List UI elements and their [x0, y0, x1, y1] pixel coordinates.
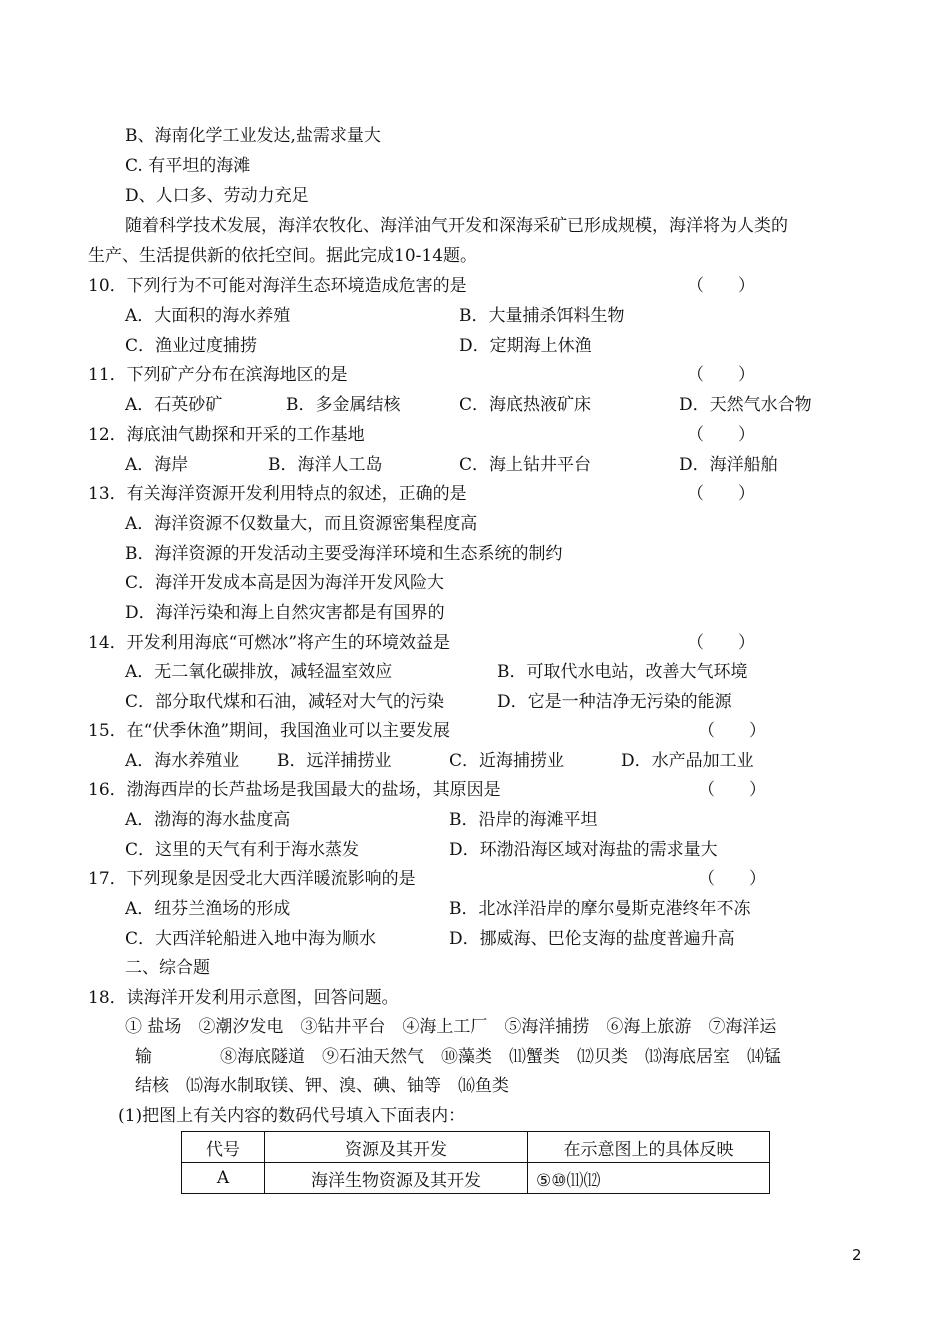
section-heading: 二、综合题 — [125, 958, 210, 978]
option-b: B．远洋捕捞业 — [277, 751, 392, 771]
option-c: C．渔业过度捕捞 — [125, 336, 258, 356]
option-b: B．可取代水电站，改善大气环境 — [497, 662, 748, 682]
option-d: D．环渤沿海区域对海盐的需求量大 — [449, 840, 718, 860]
option-b: B．北冰洋沿岸的摩尔曼斯克港终年不冻 — [449, 899, 751, 919]
question-15: 15．在“伏季休渔”期间，我国渔业可以主要发展 — [88, 721, 451, 741]
option-c: C．部分取代煤和石油，减轻对大气的污染 — [125, 692, 445, 712]
option-d: D．它是一种洁净无污染的能源 — [497, 692, 732, 712]
legend-line: 输 ⑧海底隧道 ⑨石油天然气 ⑩藻类 ⑾蟹类 ⑿贝类 ⒀海底居室 ⒁锰 — [135, 1047, 781, 1067]
table-cell: A — [182, 1163, 265, 1194]
passage-line: 随着科学技术发展，海洋农牧化、海洋油气开发和深海采矿已形成规模，海洋将为人类的 — [125, 216, 788, 236]
option-line: D、人口多、劳动力充足 — [125, 186, 309, 206]
question-14: 14．开发利用海底“可燃冰”将产生的环境效益是 — [88, 633, 451, 653]
answer-paren: （ ） — [687, 484, 755, 504]
table-header-row — [182, 1132, 770, 1163]
option-b: B．多金属结核 — [286, 395, 401, 415]
option-b: B．海洋资源的开发活动主要受海洋环境和生态系统的制约 — [125, 544, 563, 564]
table-cell: 海洋生物资源及其开发 — [265, 1163, 528, 1194]
answer-paren: （ ） — [687, 276, 755, 296]
option-a: A．海洋资源不仅数量大，而且资源密集程度高 — [125, 514, 478, 534]
answer-paren: （ ） — [698, 780, 766, 800]
table-row — [182, 1163, 770, 1194]
sub-question: (1)把图上有关内容的数码代号填入下面表内： — [118, 1106, 466, 1126]
passage-line: 生产、生活提供新的依托空间。据此完成10-14题。 — [88, 246, 478, 266]
option-a: A．大面积的海水养殖 — [125, 306, 291, 326]
question-18: 18．读海洋开发利用示意图，回答问题。 — [88, 988, 399, 1008]
question-12: 12．海底油气勘探和开采的工作基地 — [88, 425, 365, 445]
option-c: C．近海捕捞业 — [449, 751, 565, 771]
option-d: D．海洋污染和海上自然灾害都是有国界的 — [125, 603, 445, 623]
table-header: 资源及其开发 — [265, 1132, 528, 1163]
option-a: A．渤海的海水盐度高 — [125, 810, 291, 830]
answer-paren: （ ） — [687, 425, 755, 445]
option-a: A．海岸 — [125, 455, 189, 475]
option-d: D．挪威海、巴伦支海的盐度普遍升高 — [449, 929, 735, 949]
question-17: 17．下列现象是因受北大西洋暖流影响的是 — [88, 869, 416, 889]
option-c: C．海上钻井平台 — [459, 455, 592, 475]
option-d: D．天然气水合物 — [679, 395, 812, 415]
option-c: C．大西洋轮船进入地中海为顺水 — [125, 929, 377, 949]
answer-paren: （ ） — [687, 365, 755, 385]
answer-paren: （ ） — [698, 869, 766, 889]
table-header: 在示意图上的具体反映 — [528, 1132, 770, 1163]
question-13: 13．有关海洋资源开发利用特点的叙述，正确的是 — [88, 484, 467, 504]
table-cell: ⑤⑩⑾⑿ — [528, 1163, 770, 1194]
resource-table — [181, 1131, 770, 1194]
option-a: A．纽芬兰渔场的形成 — [125, 899, 291, 919]
question-10: 10．下列行为不可能对海洋生态环境造成危害的是 — [88, 276, 467, 296]
option-b: B．沿岸的海滩平坦 — [449, 810, 598, 830]
option-b: B．大量捕杀饵料生物 — [459, 306, 625, 326]
legend-line: ① 盐场 ②潮汐发电 ③钻井平台 ④海上工厂 ⑤海洋捕捞 ⑥海上旅游 ⑦海洋运 — [125, 1017, 777, 1037]
option-d: D．海洋船舶 — [679, 455, 778, 475]
option-a: A．海水养殖业 — [125, 751, 240, 771]
table-header: 代号 — [182, 1132, 265, 1163]
option-c: C．海底热液矿床 — [459, 395, 592, 415]
option-b: B．海洋人工岛 — [268, 455, 383, 475]
option-a: A．石英砂矿 — [125, 395, 223, 415]
option-c: C．海洋开发成本高是因为海洋开发风险大 — [125, 573, 445, 593]
option-d: D．定期海上休渔 — [459, 336, 592, 356]
option-d: D．水产品加工业 — [621, 751, 754, 771]
option-c: C．这里的天气有利于海水蒸发 — [125, 840, 360, 860]
page-number: 2 — [852, 1246, 862, 1264]
option-line: B、海南化学工业发达,盐需求量大 — [125, 126, 381, 146]
answer-paren: （ ） — [687, 633, 755, 653]
legend-line: 结核 ⒂海水制取镁、钾、溴、碘、铀等 ⒃鱼类 — [135, 1076, 509, 1096]
option-line: C. 有平坦的海滩 — [125, 156, 251, 176]
question-11: 11．下列矿产分布在滨海地区的是 — [88, 365, 348, 385]
answer-paren: （ ） — [698, 721, 766, 741]
question-16: 16．渤海西岸的长芦盐场是我国最大的盐场，其原因是 — [88, 780, 501, 800]
option-a: A．无二氧化碳排放，减轻温室效应 — [125, 662, 393, 682]
